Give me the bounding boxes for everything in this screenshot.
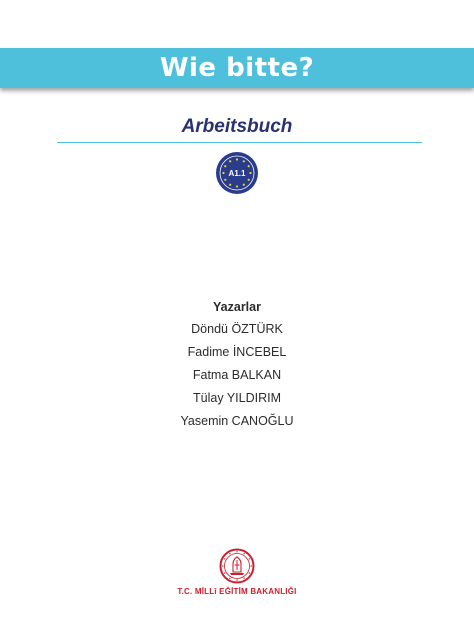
ministry-emblem-icon (219, 548, 255, 584)
authors-block (0, 296, 474, 433)
book-subtitle: Arbeitsbuch (181, 116, 293, 137)
ministry-name: T.C. MİLLî EĞİTİM BAKANLIĞI (177, 587, 297, 596)
subtitle-divider (57, 142, 422, 143)
author-name: Fadime İNCEBEL (187, 345, 287, 359)
title-bar (0, 48, 474, 88)
author-name: Döndü ÖZTÜRK (191, 322, 283, 336)
level-badge-icon (215, 151, 259, 195)
author-name: Yasemin CANOĞLU (180, 414, 294, 428)
author-name: Tülay YILDIRIM (193, 391, 281, 405)
author-name: Fatma BALKAN (192, 368, 282, 382)
book-title: Wie bitte? (159, 53, 315, 83)
level-badge-label: A1.1 (228, 169, 246, 178)
authors-heading: Yazarlar (213, 300, 261, 314)
